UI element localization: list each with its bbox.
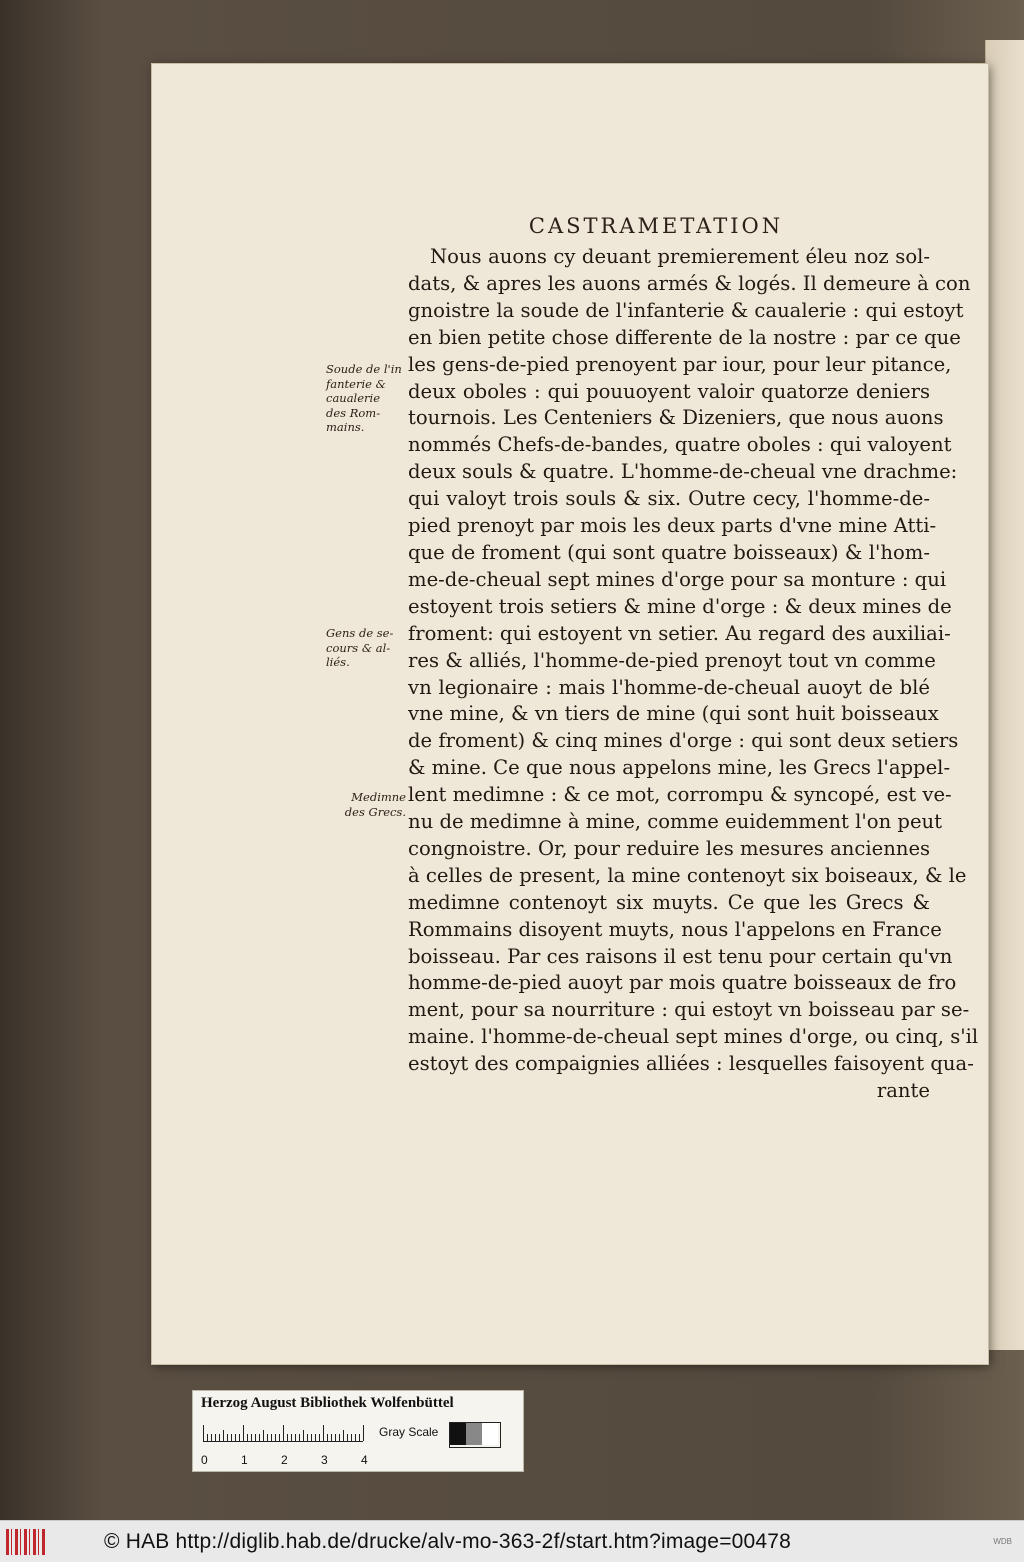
text-line: deux souls & quatre. L'homme-de-cheual vne drachme: <box>408 460 958 484</box>
ruler-tick <box>331 1434 332 1441</box>
swatch-white <box>482 1423 498 1445</box>
ruler-tick <box>339 1434 340 1441</box>
text-line: en bien petite chose differente de la nostre : par ce que <box>408 325 961 349</box>
ruler-tick <box>343 1430 344 1441</box>
margin-note-soude: Soude de l'in fanterie & caualerie des Rom- mains. <box>326 362 402 434</box>
text-line: homme-de-pied auoyt par mois quatre boisseaux de fro <box>408 971 957 995</box>
text-line: res & alliés, l'homme-de-pied prenoyt tout vn comme <box>408 648 936 672</box>
text-line: nu de medimne à mine, comme euidemment l'on peut <box>408 810 943 834</box>
text-line: & mine. Ce que nous appelons mine, les Grecs l'appel- <box>408 756 951 780</box>
ruler-tick <box>207 1434 208 1441</box>
ruler-tick <box>355 1434 356 1441</box>
footer-mark: WDB <box>993 1537 1012 1546</box>
running-header: CASTRAMETATION <box>528 214 784 238</box>
ruler-tick <box>275 1434 276 1441</box>
text-line: à celles de present, la mine contenoyt six boiseaux, & le <box>408 863 967 887</box>
library-name: Herzog August Bibliothek Wolfenbüttel <box>201 1395 454 1411</box>
ruler-tick <box>291 1434 292 1441</box>
ruler-tick <box>239 1434 240 1441</box>
ruler-number: 4 <box>361 1453 368 1467</box>
text-line: congnoistre. Or, pour reduire les mesures anciennes <box>408 836 931 860</box>
gray-scale-label: Gray Scale <box>379 1425 439 1439</box>
library-label <box>192 1390 524 1472</box>
ruler-tick <box>287 1434 288 1441</box>
adjacent-page-edge <box>985 40 1024 1350</box>
ruler-tick <box>327 1434 328 1441</box>
barcode-icon <box>6 1529 46 1555</box>
ruler-tick <box>267 1434 268 1441</box>
ruler-number: 3 <box>321 1453 328 1467</box>
text-line: rante <box>876 1079 930 1103</box>
swatch-gray <box>466 1423 482 1445</box>
ruler-tick <box>235 1434 236 1441</box>
ruler-number: 2 <box>281 1453 288 1467</box>
ruler-number: 0 <box>201 1453 208 1467</box>
ruler-tick <box>283 1425 284 1441</box>
ruler-tick <box>335 1434 336 1441</box>
text-line: de froment) & cinq mines d'orge : qui sont deux setiers <box>408 729 959 753</box>
text-line: me-de-cheual sept mines d'orge pour sa monture : qui <box>408 567 947 591</box>
ruler-tick <box>347 1434 348 1441</box>
ruler-tick <box>215 1434 216 1441</box>
ruler-tick <box>231 1434 232 1441</box>
text-line: gnoistre la soude de l'infanterie & caualerie : qui estoyt <box>408 298 964 322</box>
ruler-tick <box>279 1434 280 1441</box>
footer-bar <box>0 1520 1024 1562</box>
text-line: vne mine, & vn tiers de mine (qui sont huit boisseaux <box>408 702 939 726</box>
margin-note-gens-de-secours: Gens de se- cours & al- liés. <box>326 626 394 669</box>
text-line: vn legionaire : mais l'homme-de-cheual auoyt de blé <box>408 675 930 699</box>
text-line: ment, pour sa nourriture : qui estoyt vn boisseau par se- <box>408 998 970 1022</box>
ruler-number: 1 <box>241 1453 248 1467</box>
ruler-tick <box>219 1434 220 1441</box>
text-line: pied prenoyt par mois les deux parts d'vne mine Atti- <box>408 514 937 538</box>
ruler-tick <box>307 1434 308 1441</box>
main-text <box>408 244 979 1105</box>
ruler-tick <box>311 1434 312 1441</box>
text-line: estoyent trois setiers & mine d'orge : & deux mines de <box>408 594 952 618</box>
text-line: estoyt des compaignies alliées : lesquelles faisoyent qua- <box>408 1052 974 1076</box>
text-line: lent medimne : & ce mot, corrompu & syncopé, est ve- <box>408 783 952 807</box>
text-line: maine. l'homme-de-cheual sept mines d'orge, ou cinq, s'il <box>408 1025 979 1049</box>
ruler-tick <box>243 1425 244 1441</box>
ruler-tick <box>363 1425 364 1441</box>
swatch-black <box>450 1423 466 1445</box>
text-line: que de froment (qui sont quatre boisseaux) & l'hom- <box>408 540 930 564</box>
text-line: dats, & apres les auons armés & logés. Il demeure à con <box>408 271 971 295</box>
ruler-tick <box>223 1430 224 1441</box>
text-line: froment: qui estoyent vn setier. Au regard des auxiliai- <box>408 621 951 645</box>
margin-note-medimne: Medimne des Grecs. <box>344 790 406 819</box>
ruler-tick <box>359 1434 360 1441</box>
ruler-tick <box>255 1434 256 1441</box>
ruler-tick <box>263 1430 264 1441</box>
copyright-url: © HAB http://diglib.hab.de/drucke/alv-mo-363-2f/start.htm?image=00478 <box>104 1530 792 1553</box>
ruler-tick <box>251 1434 252 1441</box>
ruler-tick <box>315 1434 316 1441</box>
text-line: medimne contenoyt six muyts. Ce que les Grecs & <box>408 890 930 914</box>
ruler-tick <box>303 1430 304 1441</box>
ruler-tick <box>299 1434 300 1441</box>
ruler-tick <box>319 1434 320 1441</box>
text-line: tournois. Les Centeniers & Dizeniers, que nous auons <box>408 406 944 430</box>
text-line: deux oboles : qui pouuoyent valoir quatorze deniers <box>408 379 930 403</box>
ruler-tick <box>271 1434 272 1441</box>
ruler-tick <box>211 1434 212 1441</box>
ruler-tick <box>203 1425 204 1441</box>
scale-ruler <box>203 1425 363 1442</box>
text-line: les gens-de-pied prenoyent par iour, pour leur pitance, <box>408 352 952 376</box>
ruler-tick <box>247 1434 248 1441</box>
ruler-tick <box>259 1434 260 1441</box>
ruler-tick <box>323 1425 324 1441</box>
text-line: nommés Chefs-de-bandes, quatre oboles : qui valoyent <box>408 433 952 457</box>
text-line: Nous auons cy deuant premierement éleu noz sol- <box>430 245 930 268</box>
text-line: Rommains disoyent muyts, nous l'appelons en France <box>408 917 942 941</box>
ruler-tick <box>351 1434 352 1441</box>
ruler-tick <box>227 1434 228 1441</box>
text-line: qui valoyt trois souls & six. Outre cecy, l'homme-de- <box>408 487 930 511</box>
text-line: boisseau. Par ces raisons il est tenu pour certain qu'vn <box>408 944 953 968</box>
ruler-tick <box>295 1434 296 1441</box>
